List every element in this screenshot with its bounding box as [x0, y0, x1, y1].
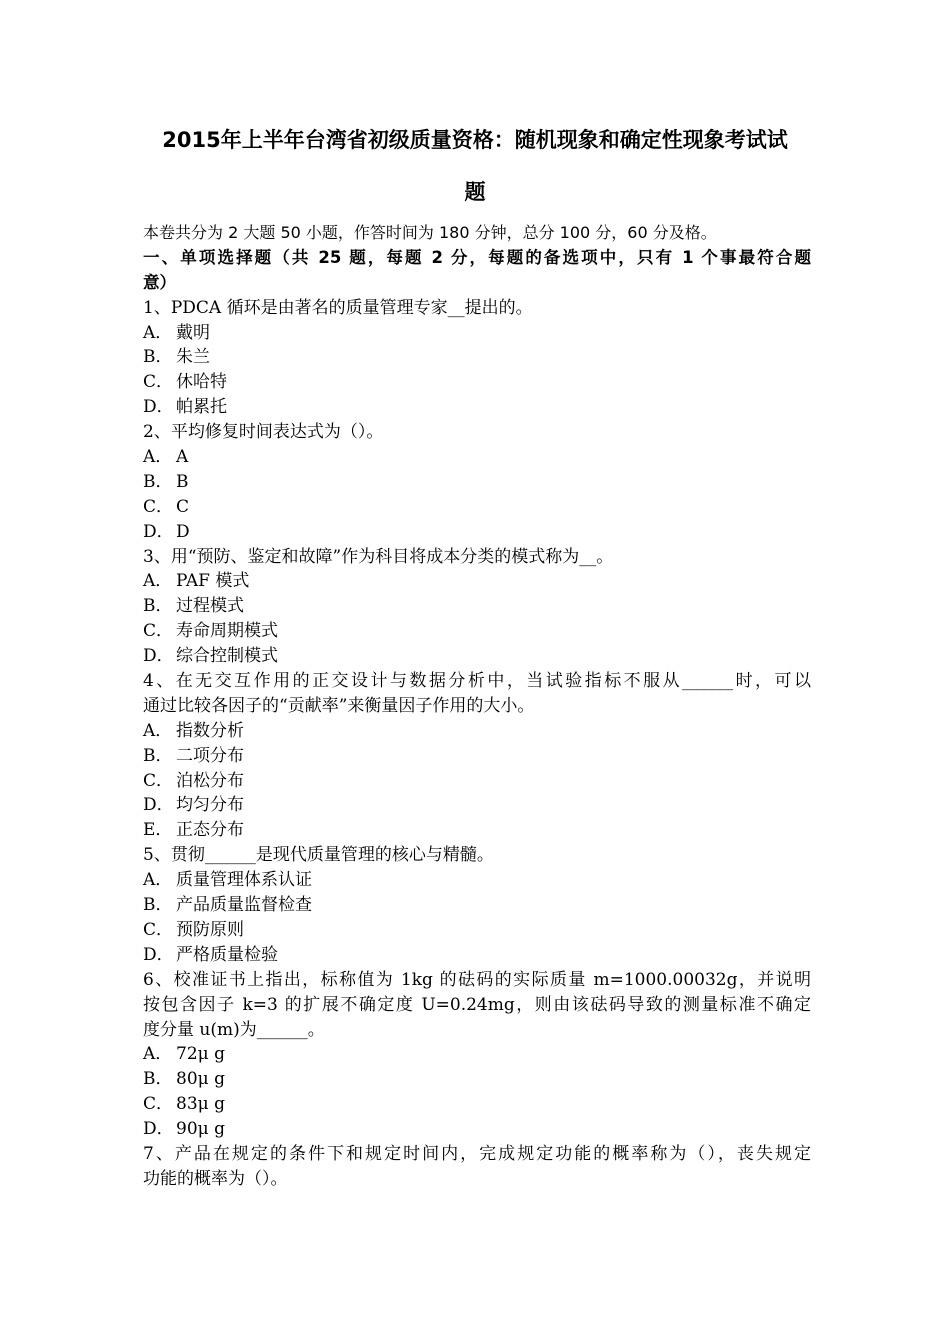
option-text: 均匀分布 — [176, 795, 244, 816]
option-letter: C． — [143, 372, 174, 393]
answer-option — [143, 918, 811, 943]
question-stem-line: 3、用“预防、鉴定和故障”作为科目将成本分类的模式称为__。 — [143, 546, 614, 567]
question-stem-line: 6、校准证书上指出，标称值为 1kg 的砝码的实际质量 m=1000.00032g，并说明 — [143, 969, 811, 990]
option-text: 二项分布 — [176, 745, 244, 766]
option-letter: A． — [143, 720, 173, 741]
answer-option — [143, 1042, 811, 1067]
question-stem-line: 度分量 u(m)为______。 — [143, 1019, 325, 1040]
question-item — [143, 545, 811, 669]
option-letter: B． — [143, 347, 173, 368]
option-letter: C． — [143, 770, 174, 791]
option-text: 过程模式 — [176, 596, 244, 617]
answer-option — [143, 569, 811, 594]
option-text: 质量管理体系认证 — [176, 870, 312, 891]
question-item — [143, 420, 811, 544]
answer-option — [143, 619, 811, 644]
option-text: 产品质量监督检查 — [176, 895, 312, 916]
question-stem-line: 5、贯彻______是现代质量管理的核心与精髓。 — [143, 845, 494, 866]
option-text: 朱兰 — [176, 347, 210, 368]
answer-option — [143, 769, 811, 794]
section-heading-line-1: 一、单项选择题（共 25 题，每题 2 分，每题的备选项中，只有 1 个事最符合题 — [143, 247, 811, 267]
option-text: 72μ g — [176, 1044, 225, 1065]
question-stem-line: 按包含因子 k=3 的扩展不确定度 U=0.24mg，则由该砝码导致的测量标准不确定 — [143, 994, 811, 1015]
section-heading-line-2: 意） — [143, 272, 176, 292]
answer-option — [143, 520, 811, 545]
option-letter: B． — [143, 471, 173, 492]
answer-option — [143, 470, 811, 495]
option-text: 83μ g — [176, 1094, 225, 1115]
option-text: 帕累托 — [176, 397, 227, 418]
answer-option — [143, 321, 811, 346]
question-item — [143, 669, 811, 843]
question-item — [143, 296, 811, 420]
answer-option — [143, 644, 811, 669]
option-text: 指数分析 — [176, 720, 244, 741]
exam-intro: 本卷共分为 2 大题 50 小题，作答时间为 180 分钟，总分 100 分，60 分及格。 — [143, 223, 717, 242]
answer-option — [143, 445, 811, 470]
option-text: 寿命周期模式 — [176, 621, 278, 642]
option-text: 正态分布 — [176, 820, 244, 841]
answer-option — [143, 943, 811, 968]
option-letter: D． — [143, 944, 174, 965]
question-list — [143, 296, 811, 1192]
answer-option — [143, 818, 811, 843]
answer-option — [143, 495, 811, 520]
question-stem-line: 7、产品在规定的条件下和规定时间内，完成规定功能的概率称为（），丧失规定 — [143, 1143, 811, 1164]
option-text: B — [176, 471, 189, 492]
answer-option — [143, 395, 811, 420]
answer-option — [143, 370, 811, 395]
answer-option — [143, 744, 811, 769]
question-stem-line: 2、平均修复时间表达式为（）。 — [143, 422, 384, 443]
option-text: 预防原则 — [176, 919, 244, 940]
answer-option — [143, 893, 811, 918]
option-letter: B． — [143, 596, 173, 617]
question-stem-line: 4、在无交互作用的正交设计与数据分析中，当试验指标不服从______时，可以 — [143, 671, 811, 692]
option-text: 90μ g — [176, 1119, 225, 1140]
option-letter: C． — [143, 1094, 174, 1115]
answer-option — [143, 719, 811, 744]
document-title-line-2: 题 — [464, 180, 486, 204]
question-item — [143, 968, 811, 1142]
question-stem-line: 通过比较各因子的“贡献率”来衡量因子作用的大小。 — [143, 695, 535, 716]
option-letter: E． — [143, 820, 173, 841]
option-letter: C． — [143, 919, 174, 940]
option-text: 戴明 — [176, 322, 210, 343]
option-letter: D． — [143, 795, 174, 816]
option-letter: B． — [143, 895, 173, 916]
option-letter: B． — [143, 1069, 173, 1090]
question-item — [143, 843, 811, 967]
option-text: D — [176, 521, 190, 542]
option-text: 休哈特 — [176, 372, 227, 393]
option-letter: A． — [143, 1044, 173, 1065]
option-letter: D． — [143, 397, 174, 418]
option-text: 综合控制模式 — [176, 646, 278, 667]
question-item — [143, 1142, 811, 1192]
answer-option — [143, 594, 811, 619]
option-text: 严格质量检验 — [176, 944, 278, 965]
option-text: 80μ g — [176, 1069, 225, 1090]
answer-option — [143, 1092, 811, 1117]
answer-option — [143, 793, 811, 818]
option-letter: D． — [143, 1119, 174, 1140]
option-letter: A． — [143, 571, 173, 592]
answer-option — [143, 1067, 811, 1092]
option-letter: D． — [143, 646, 174, 667]
option-text: PAF 模式 — [176, 571, 250, 592]
option-letter: A． — [143, 322, 173, 343]
question-stem-line: 功能的概率为（）。 — [143, 1168, 288, 1189]
document-body — [143, 221, 811, 1192]
document-title-line-1: 2015年上半年台湾省初级质量资格：随机现象和确定性现象考试试 — [162, 128, 788, 152]
option-letter: D． — [143, 521, 174, 542]
option-text: C — [176, 496, 190, 517]
answer-option — [143, 345, 811, 370]
option-letter: B． — [143, 745, 173, 766]
question-stem-line: 1、PDCA 循环是由著名的质量管理专家__提出的。 — [143, 297, 533, 318]
answer-option — [143, 1117, 811, 1142]
option-letter: C． — [143, 496, 174, 517]
answer-option — [143, 868, 811, 893]
option-text: A — [176, 447, 189, 468]
option-letter: A． — [143, 870, 173, 891]
option-letter: A． — [143, 447, 173, 468]
option-letter: C． — [143, 621, 174, 642]
option-text: 泊松分布 — [176, 770, 244, 791]
